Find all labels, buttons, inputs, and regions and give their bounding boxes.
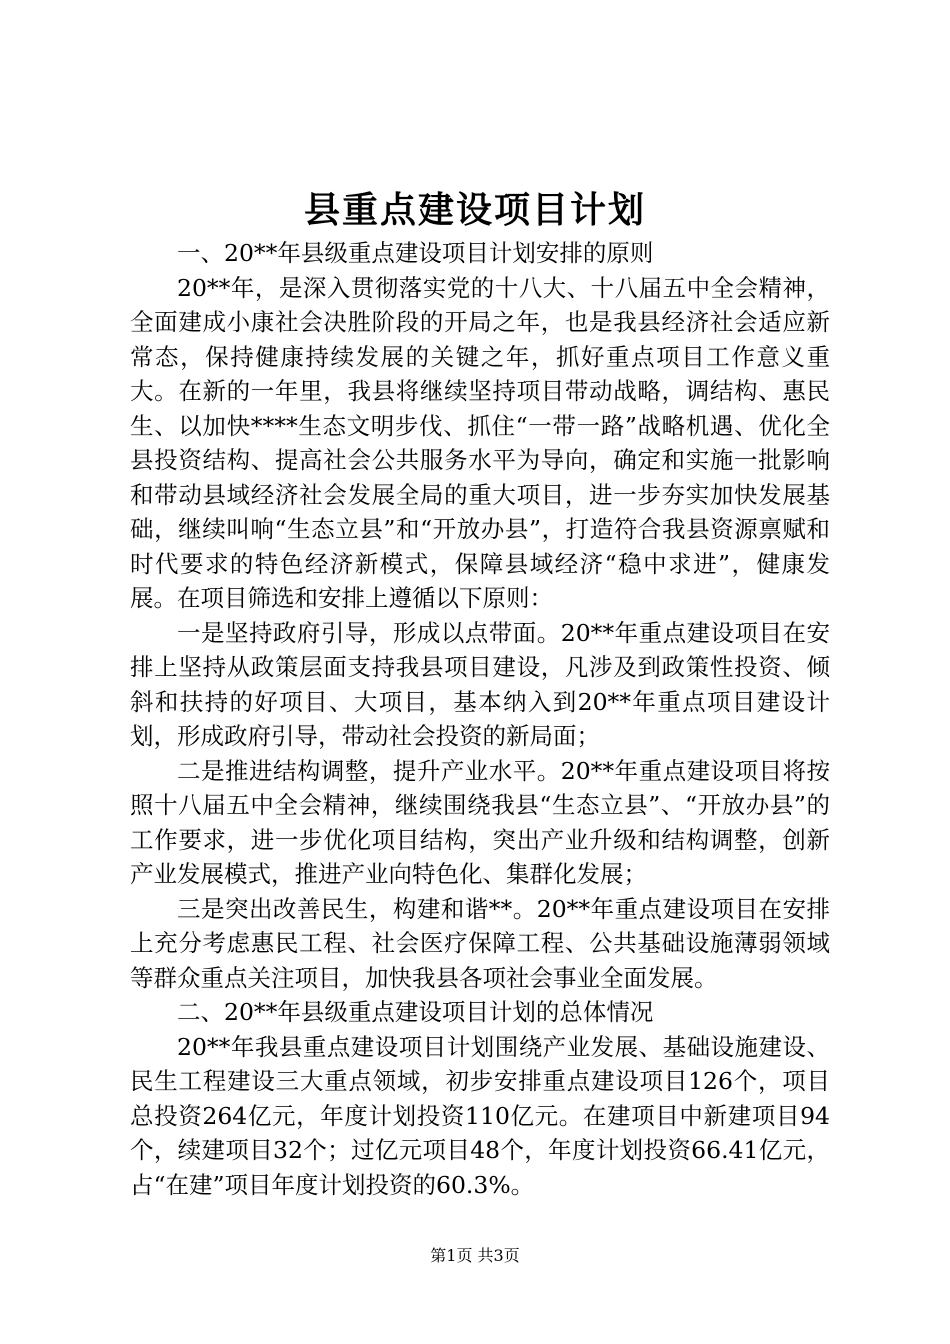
paragraph-overview: 20**年我县重点建设项目计划围绕产业发展、基础设施建设、民生工程建设三大重点领域，初步安排重点建设项目126个，项目总投资264亿元，年度计划投资110亿元。在建项目中新建项目94个，续建项目32个；过亿元项目48个，年度计划投资66.41亿元，占“在建”项目年度计划投资的60.3%。 xyxy=(130,1032,830,1199)
paragraph-principle-2: 二是推进结构调整，提升产业水平。20**年重点建设项目将按照十八届五中全会精神，继续围绕我县“生态立县”、“开放办县”的工作要求，进一步优化项目结构，突出产业升级和结构调整，创新产业发展模式，推进产业向特色化、集群化发展； xyxy=(130,756,830,888)
document-body xyxy=(130,236,830,1202)
section-heading-1: 一、20**年县级重点建设项目计划安排的原则 xyxy=(177,239,654,267)
paragraph-intro: 20**年，是深入贯彻落实党的十八大、十八届五中全会精神，全面建成小康社会决胜阶段的开局之年，也是我县经济社会适应新常态，保持健康持续发展的关键之年，抓好重点项目工作意义重大。在新的一年里，我县将继续坚持项目带动战略，调结构、惠民生、以加快****生态文明步伐、抓住“一带一路”战略机遇、优化全县投资结构、提高社会公共服务水平为导向，确定和实施一批影响和带动县域经济社会发展全局的重大项目，进一步夯实加快发展基础，继续叫响“生态立县”和“开放办县”，打造符合我县资源禀赋和时代要求的特色经济新模式，保障县域经济“稳中求进”，健康发展。在项目筛选和安排上遵循以下原则： xyxy=(130,273,830,612)
paragraph-principle-1: 一是坚持政府引导，形成以点带面。20**年重点建设项目在安排上坚持从政策层面支持我县项目建设，凡涉及到政策性投资、倾斜和扶持的好项目、大项目，基本纳入到20**年重点项目建设计划，形成政府引导，带动社会投资的新局面； xyxy=(130,618,830,750)
section-heading-2: 二、20**年县级重点建设项目计划的总体情况 xyxy=(177,998,654,1026)
paragraph-principle-3: 三是突出改善民生，构建和谐**。20**年重点建设项目在安排上充分考虑惠民工程、社会医疗保障工程、公共基础设施薄弱领域等群众重点关注项目，加快我县各项社会事业全面发展。 xyxy=(130,894,830,992)
page-footer: 第1页 共3页 xyxy=(430,1246,520,1265)
document-title: 县重点建设项目计划 xyxy=(303,189,646,231)
